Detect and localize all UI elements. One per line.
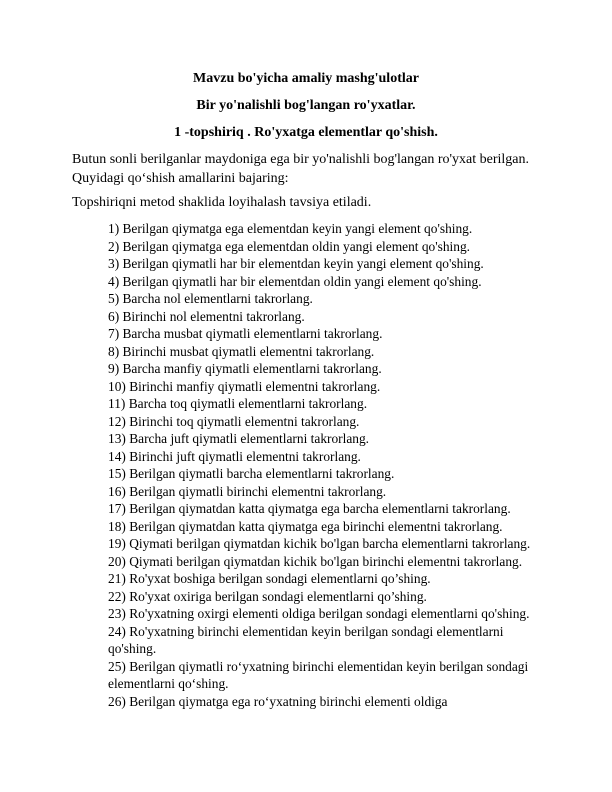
intro-line: Quyidagi qo‘shish amallarini bajaring:: [72, 171, 289, 186]
task-item: 1) Berilgan qiymatga ega elementdan keyin yangi element qo'shing.: [108, 221, 473, 236]
task-item: 10) Birinchi manfiy qiymatli elementni takrorlang.: [108, 378, 381, 394]
task-item: 20) Qiymati berilgan qiymatdan kichik bo'lgan birinchi elementni takrorlang.: [108, 553, 523, 569]
task-item: 25) Berilgan qiymatli ro‘yxatning birinchi elementidan keyin berilgan sondagi elementlarni qo‘shing.: [108, 658, 529, 691]
task-item: 22) Ro'yxat oxiriga berilgan sondagi elementlarni qo’shing.: [108, 588, 427, 604]
task-item: 7) Barcha musbat qiymatli elementlarni takrorlang.: [108, 326, 383, 341]
task-item: 24) Ro'yxatning birinchi elementidan keyin berilgan sondagi elementlarni qo'shing.: [108, 623, 504, 656]
task-item: 17) Berilgan qiymatdan katta qiymatga ega barcha elementlarni takrorlang.: [108, 501, 511, 516]
task-item: 9) Barcha manfiy qiymatli elementlarni takrorlang.: [108, 361, 382, 376]
intro-line: Butun sonli berilganlar maydoniga ega bir yo'nalishli bog'langan ro'yxat berilgan.: [72, 152, 530, 167]
task-item: 13) Barcha juft qiymatli elementlarni takrorlang.: [108, 431, 370, 446]
page-subtitle: Bir yo'nalishli bog'langan ro'yxatlar.: [196, 98, 416, 113]
task-item: 26) Berilgan qiymatga ega ro‘yxatning birinchi elementi oldiga: [108, 693, 448, 709]
task-item: 19) Qiymati berilgan qiymatdan kichik bo'lgan barcha elementlarni takrorlang.: [108, 536, 531, 551]
task-item: 3) Berilgan qiymatli har bir elementdan keyin yangi element qo'shing.: [108, 256, 484, 271]
task-item: 18) Berilgan qiymatdan katta qiymatga ega birinchi elementni takrorlang.: [108, 518, 503, 534]
task-list: [108, 220, 548, 710]
method-note: [72, 193, 542, 212]
task-item: 16) Berilgan qiymatli birinchi elementni takrorlang.: [108, 483, 387, 499]
task-item: 12) Birinchi toq qiymatli elementni takrorlang.: [108, 413, 360, 429]
intro-paragraph: [72, 150, 542, 188]
task-item: 5) Barcha nol elementlarni takrorlang.: [108, 291, 313, 306]
task-item: 11) Barcha toq qiymatli elementlarni takrorlang.: [108, 396, 368, 411]
page-title: Mavzu bo'yicha amaliy mashg'ulotlar: [193, 71, 419, 86]
task-item: 15) Berilgan qiymatli barcha elementlarni takrorlang.: [108, 466, 395, 481]
task-item: 2) Berilgan qiymatga ega elementdan oldin yangi element qo'shing.: [108, 238, 470, 254]
task-item: 21) Ro'yxat boshiga berilgan sondagi elementlarni qo’shing.: [108, 571, 431, 586]
task-item: 23) Ro'yxatning oxirgi elementi oldiga berilgan sondagi elementlarni qo'shing.: [108, 606, 530, 621]
task-item: 8) Birinchi musbat qiymatli elementni takrorlang.: [108, 343, 375, 359]
method-note-text: Topshiriqni metod shaklida loyihalash tavsiya etiladi.: [72, 195, 372, 210]
task-heading: 1 -topshiriq . Ro'yxatga elementlar qo'shish.: [174, 125, 438, 140]
task-item: 4) Berilgan qiymatli har bir elementdan oldin yangi element qo'shing.: [108, 273, 482, 289]
task-item: 6) Birinchi nol elementni takrorlang.: [108, 308, 305, 324]
task-item: 14) Birinchi juft qiymatli elementni takrorlang.: [108, 448, 361, 464]
